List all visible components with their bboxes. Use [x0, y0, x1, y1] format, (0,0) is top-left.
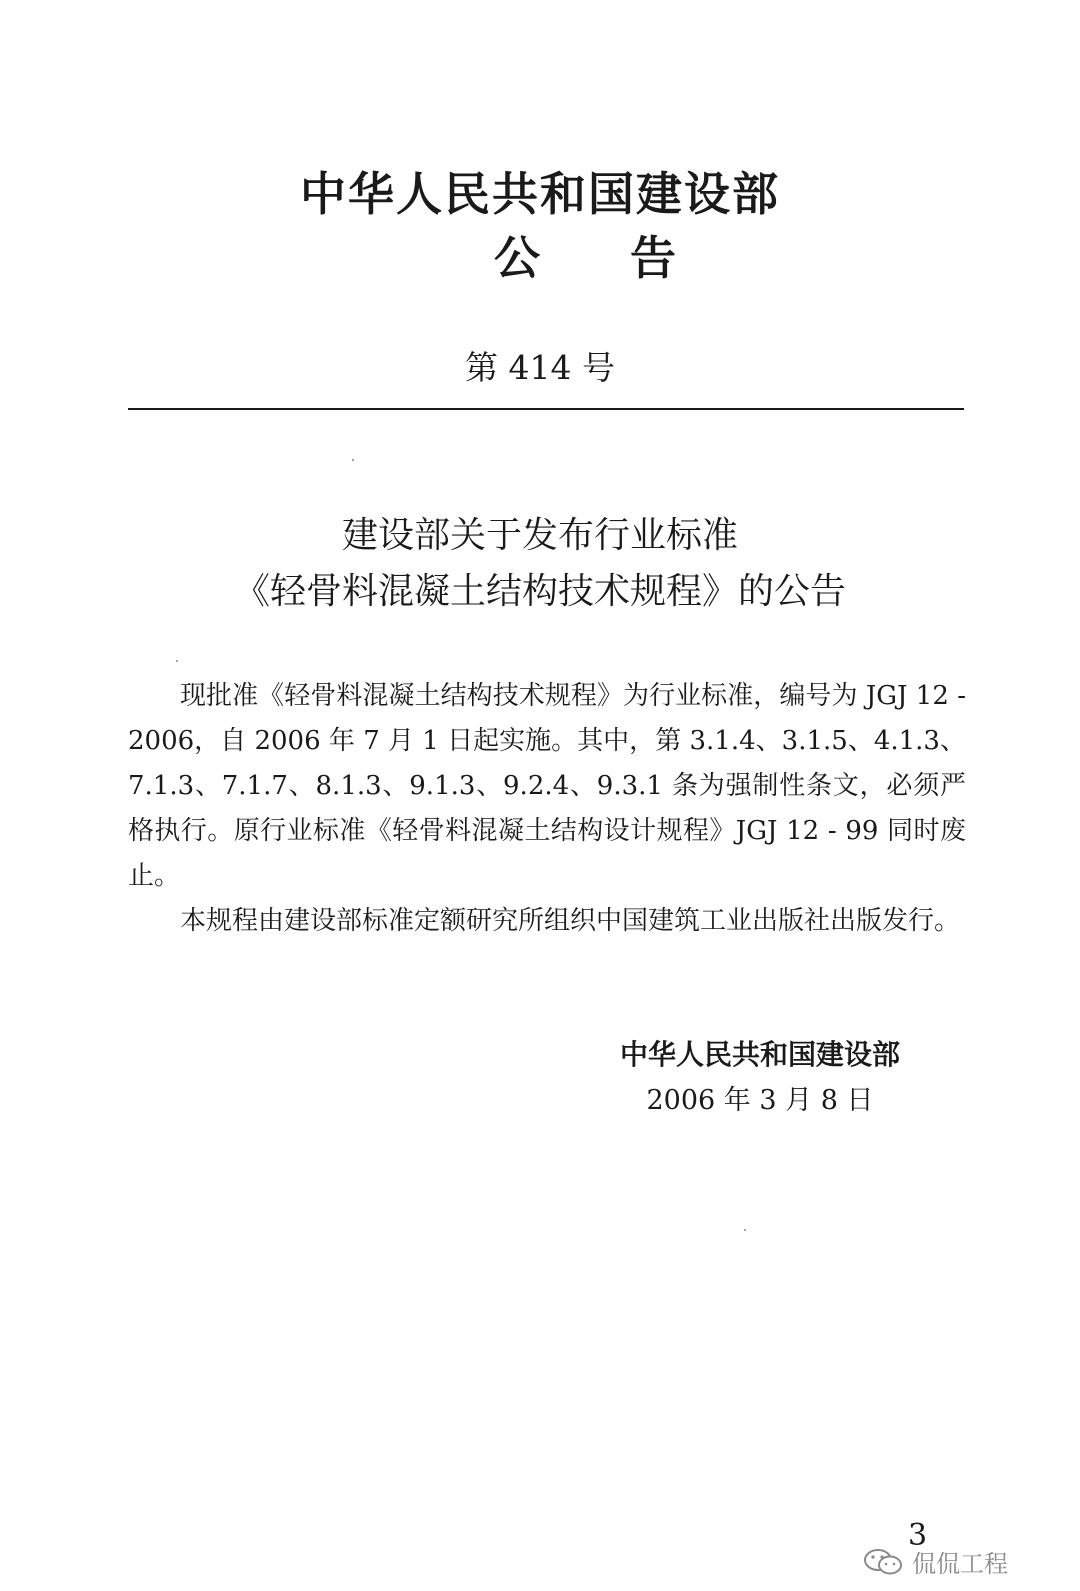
document-title-line-2: 《轻骨料混凝土结构技术规程》的公告	[233, 571, 846, 612]
page-number: 3	[908, 1518, 928, 1553]
document-title	[0, 508, 1080, 620]
body-paragraph-2: 本规程由建设部标准定额研究所组织中国建筑工业出版社出版发行。	[180, 906, 961, 936]
signature-organization: 中华人民共和国建设部	[619, 1038, 900, 1071]
announcement-heading: 公告	[494, 231, 766, 285]
body-paragraph-1: 现批准《轻骨料混凝土结构技术规程》为行业标准，编号为 JGJ 12 - 2006，自 2006 年 7 月 1 日起实施。其中，第 3.1.4、3.1.5、4.1.3、7.1.3、7.1.7、8.1.3、9.1.3、9.2.4、9.3.1 条为强制性条文，必须严格执行。原行业标准《轻骨料混凝土结构设计规程》JGJ 12 - 99 同时废止。	[128, 681, 966, 891]
body-text	[128, 674, 966, 944]
header-divider	[128, 408, 964, 410]
scan-speck	[352, 459, 354, 461]
announcement-number: 第 414 号	[465, 348, 615, 387]
signature-block	[600, 1032, 920, 1124]
ministry-title: 中华人民共和国建设部	[300, 167, 780, 221]
watermark	[862, 1544, 1008, 1579]
scan-speck	[744, 1229, 746, 1231]
scan-speck	[176, 660, 178, 662]
signature-date: 2006 年 3 月 8 日	[646, 1085, 874, 1116]
wechat-icon	[862, 1547, 906, 1577]
watermark-text: 侃侃工程	[912, 1550, 1008, 1578]
document-title-line-1: 建设部关于发布行业标准	[341, 515, 738, 556]
